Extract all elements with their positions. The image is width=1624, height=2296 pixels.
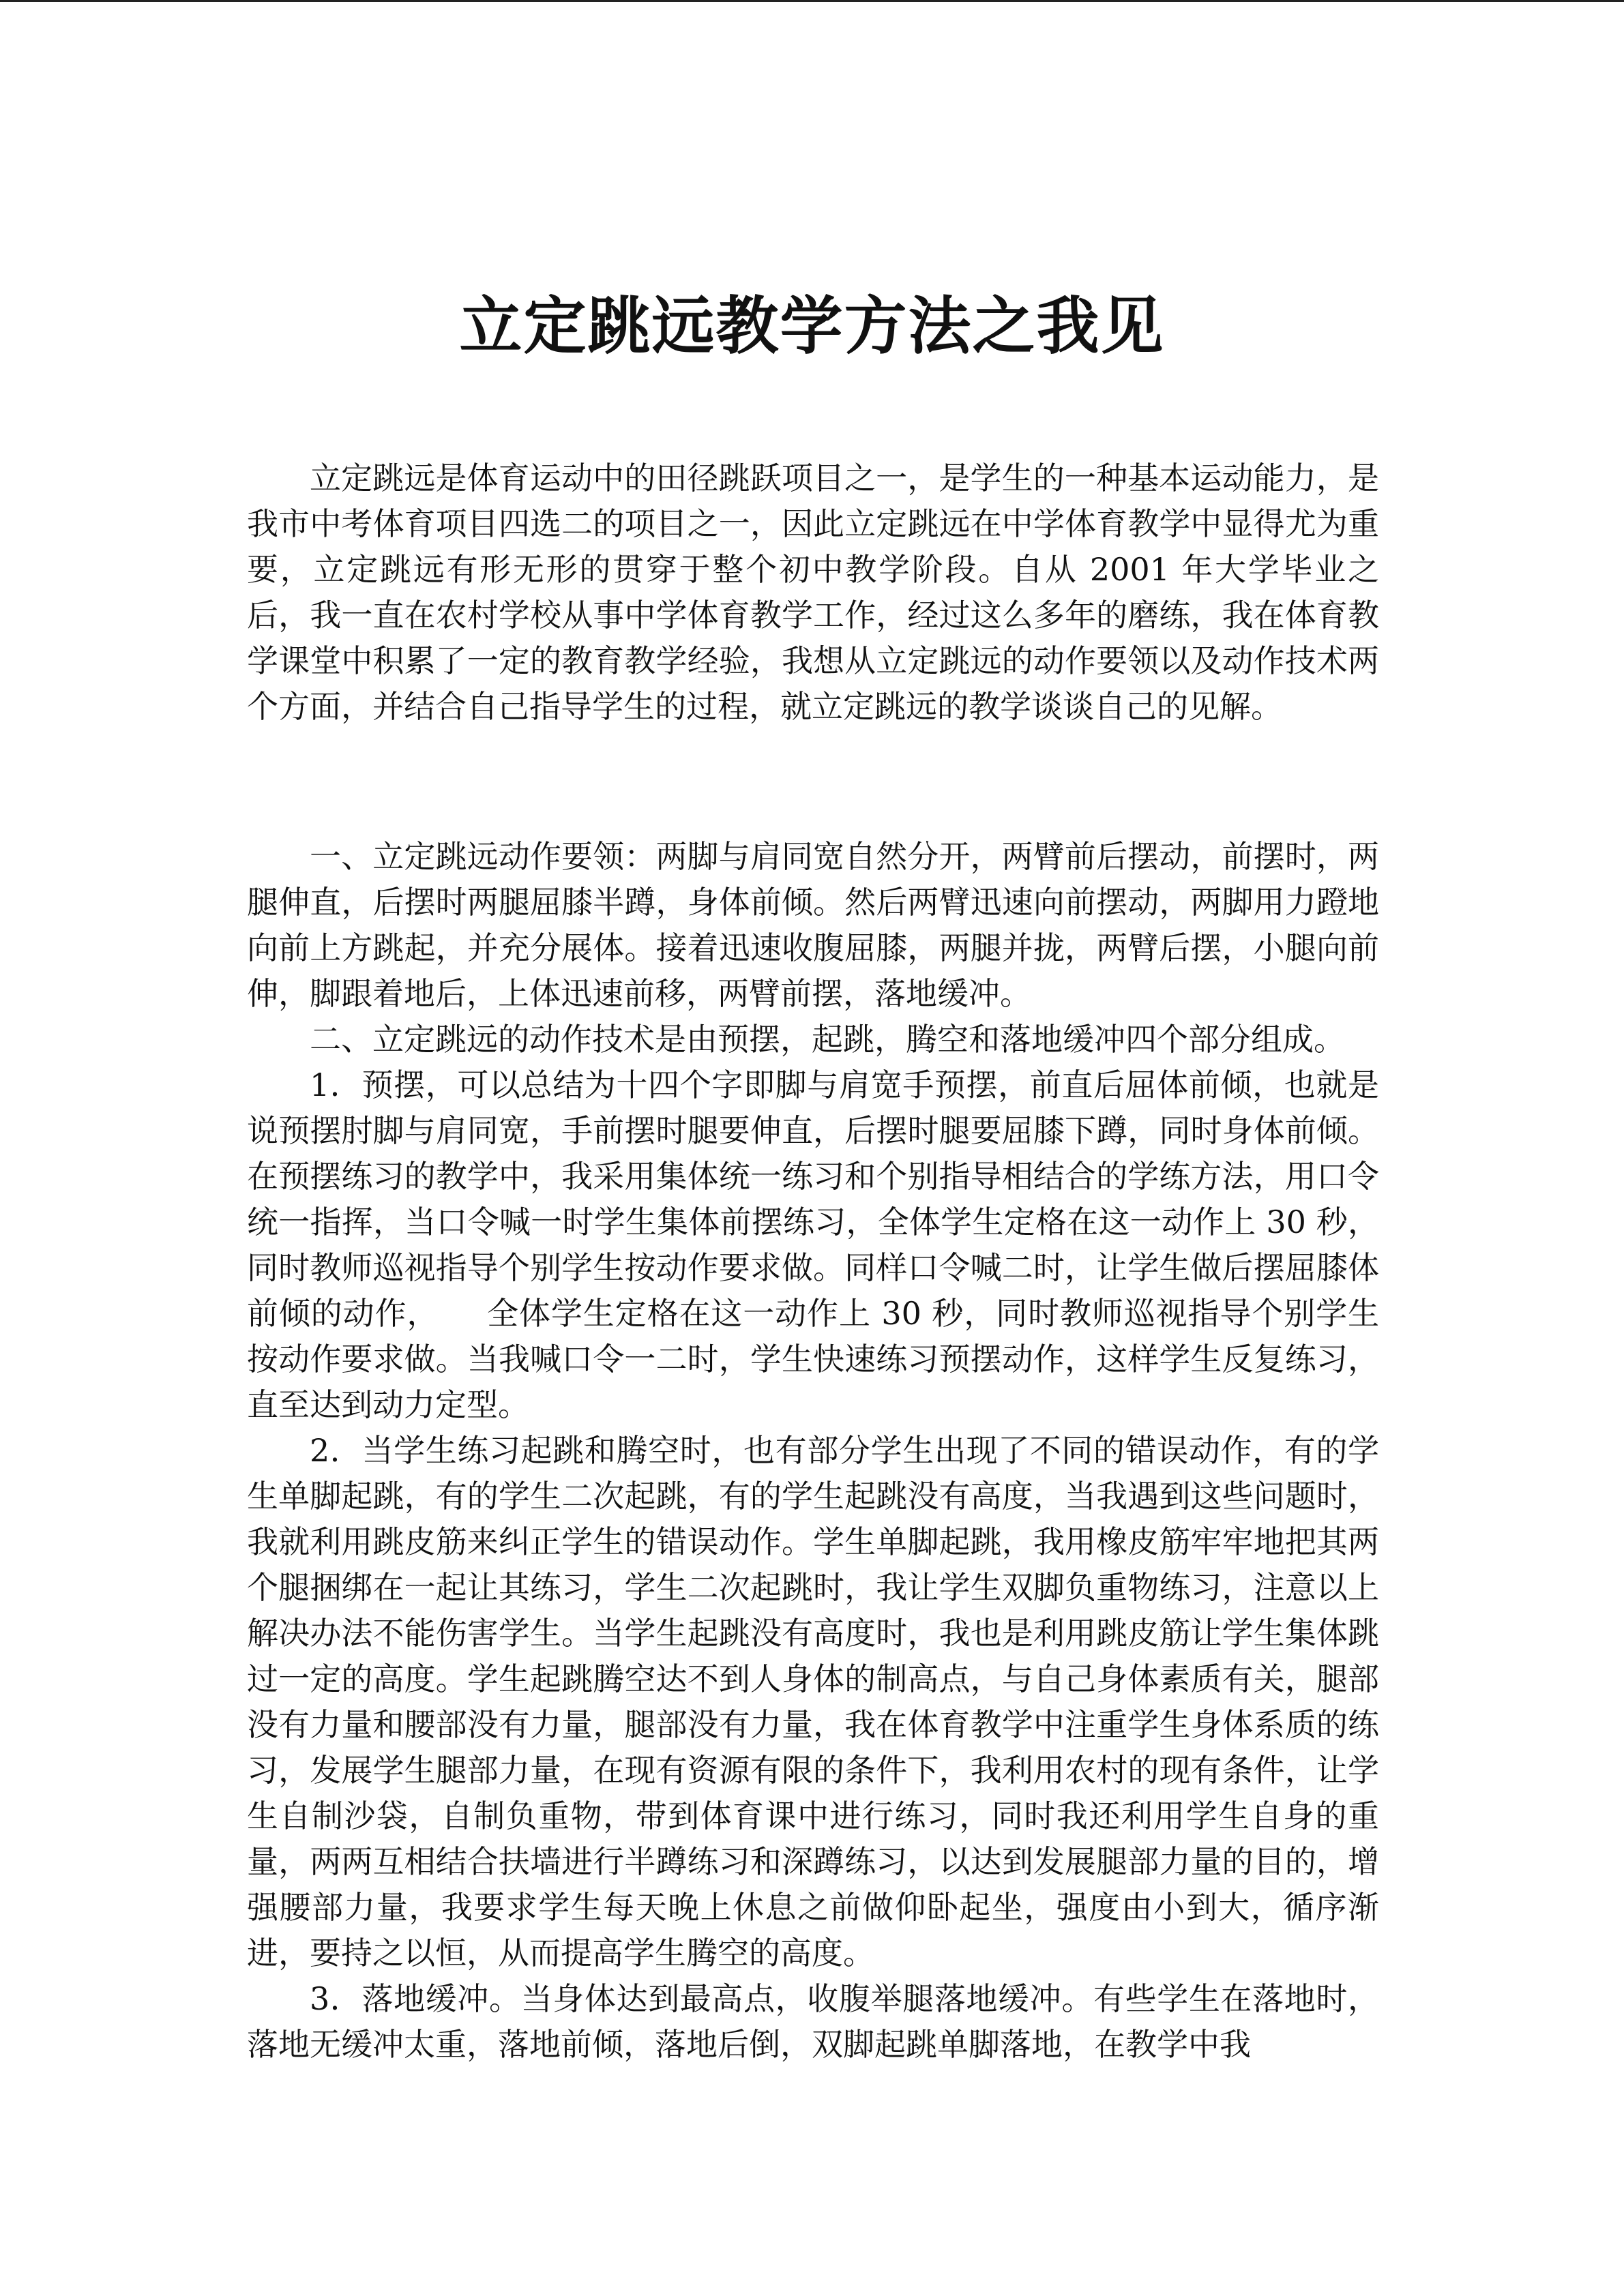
section-technique: 二、立定跳远的动作技术是由预摆，起跳，腾空和落地缓冲四个部分组成。 bbox=[310, 1021, 1345, 1058]
section-takeoff: 2．当学生练习起跳和腾空时，也有部分学生出现了不同的错误动作，有的学生单脚起跳，有的学生二次起跳，有的学生起跳没有高度，当我遇到这些问题时，我就利用跳皮筋来纠正学生的错误动作。学生单脚起跳，我用橡皮筋牢牢地把其两个腿捆绑在一起让其练习，学生二次起跳时，我让学生双脚负重物练习，注意以上解决办法不能伤害学生。当学生起跳没有高度时，我也是利用跳皮筋让学生集体跳过一定的高度。学生起跳腾空达不到人身体的制高点，与自己身体素质有关，腿部没有力量和腰部没有力量，腿部没有力量，我在体育教学中注重学生身体系质的练习，发展学生腿部力量，在现有资源有限的条件下，我利用农村的现有条件，让学生自制沙袋，自制负重物，带到体育课中进行练习，同时我还利用学生自身的重量，两两互相结合扶墙进行半蹲练习和深蹲练习，以达到发展腿部力量的目的，增强腰部力量，我要求学生每天晚上休息之前做仰卧起坐，强度由小到大，循序渐进，要持之以恒，从而提高学生腾空的高度。 bbox=[247, 1432, 1379, 1971]
intro-paragraph: 立定跳远是体育运动中的田径跳跃项目之一，是学生的一种基本运动能力，是我市中考体育项目四选二的项目之一，因此立定跳远在中学体育教学中显得尤为重要，立定跳远有形无形的贯穿于整个初中教学阶段。自从 2001 年大学毕业之后，我一直在农村学校从事中学体育教学工作，经过这么多年的磨练，我在体育教学课堂中积累了一定的教育教学经验，我想从立定跳远的动作要领以及动作技术两个方面，并结合自己指导学生的过程，就立定跳远的教学谈谈自己的见解。 bbox=[247, 460, 1379, 725]
section-essentials: 一、立定跳远动作要领：两脚与肩同宽自然分开，两臂前后摆动，前摆时，两腿伸直，后摆时两腿屈膝半蹲，身体前倾。然后两臂迅速向前摆动，两脚用力蹬地向前上方跳起，并充分展体。接着迅速收腹屈膝，两腿并拢，两臂后摆，小腿向前伸，脚跟着地后，上体迅速前移，两臂前摆，落地缓冲。 bbox=[247, 838, 1379, 1012]
section-preswing: 1．预摆，可以总结为十四个字即脚与肩宽手预摆，前直后屈体前倾，也就是说预摆肘脚与肩同宽，手前摆时腿要伸直，后摆时腿要屈膝下蹲，同时身体前倾。在预摆练习的教学中，我采用集体统一练习和个别指导相结合的学练方法，用口令统一指挥，当口令喊一时学生集体前摆练习，全体学生定格在这一动作上 30 秒，同时教师巡视指导个别学生按动作要求做。同样口令喊二时，让学生做后摆屈膝体前倾的动作， 全体学生定格在这一动作上 30 秒，同时教师巡视指导个别学生按动作要求做。当我喊口令一二时，学生快速练习预摆动作，这样学生反复练习，直至达到动力定型。 bbox=[247, 1067, 1379, 1423]
section-landing: 3．落地缓冲。当身体达到最高点，收腹举腿落地缓冲。有些学生在落地时，落地无缓冲太重，落地前倾，落地后倒，双脚起跳单脚落地，在教学中我 bbox=[247, 1980, 1379, 2063]
intro-block bbox=[247, 456, 1379, 730]
main-body bbox=[247, 834, 1379, 2068]
document-title: 立定跳远教学方法之我见 bbox=[459, 289, 1165, 363]
